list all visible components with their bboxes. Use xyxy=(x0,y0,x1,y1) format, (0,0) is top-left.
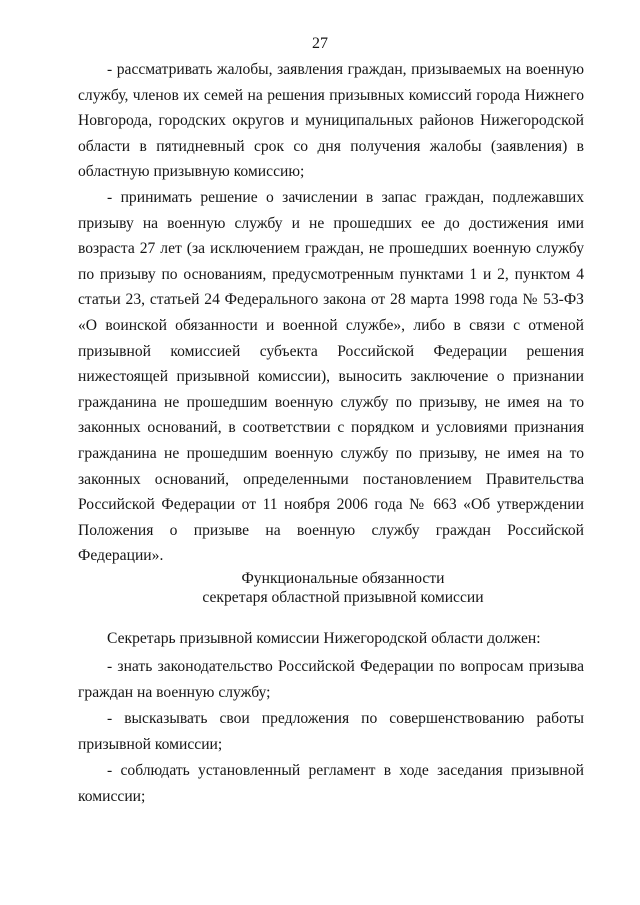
paragraph-proposals: - высказывать свои предложения по совершенствованию работы призывной комиссии; xyxy=(78,710,584,753)
paragraph-know-legislation: - знать законодательство Российской Федерации по вопросам призыва граждан на военную службу; xyxy=(78,658,584,701)
section-heading-line-2: секретаря областной призывной комиссии xyxy=(202,589,484,606)
section-heading-line-1: Функциональные обязанности xyxy=(241,570,445,587)
paragraph-regulations: - соблюдать установленный регламент в ходе заседания призывной комиссии; xyxy=(78,762,584,805)
section-heading xyxy=(78,569,608,607)
paragraph-secretary-intro: Секретарь призывной комиссии Нижегородской области должен: xyxy=(107,630,541,647)
paragraph-reserve-enlistment: - принимать решение о зачислении в запас граждан, подлежавших призыву на военную службу и не прошедших ее до достижения ими возраста 27 лет (за исключением граждан, не прошедших военную службу по призыву по основаниям, предусмотренным пунктами 1 и 2, пунктом 4 статьи 23, статьей 24 Федерального закона от 28 марта 1998 года № 53-ФЗ «О воинской обязанности и военной службе», либо в связи с отменой призывной комиссией субъекта Российской Федерации решения нижестоящей призывной комиссии), выносить заключение о признании гражданина не прошедшим военную службу по призыву, не имея на то законных оснований, в соответствии с порядком и условиями признания гражданина не прошедшим военную службу по призыву, не имея на то законных оснований, определенными постановлением Правительства Российской Федерации от 11 ноября 2006 года № 663 «Об утверждении Положения о призыве на военную службу граждан Российской Федерации». xyxy=(78,189,584,565)
paragraph-complaints: - рассматривать жалобы, заявления граждан, призываемых на военную службу, членов их семей на решения призывных комиссий города Нижнего Новгорода, городских округов и муниципальных районов Нижегородской области в пятидневный срок со дня получения жалобы (заявления) в областную призывную комиссию; xyxy=(78,61,584,181)
page-number: 27 xyxy=(312,35,328,52)
